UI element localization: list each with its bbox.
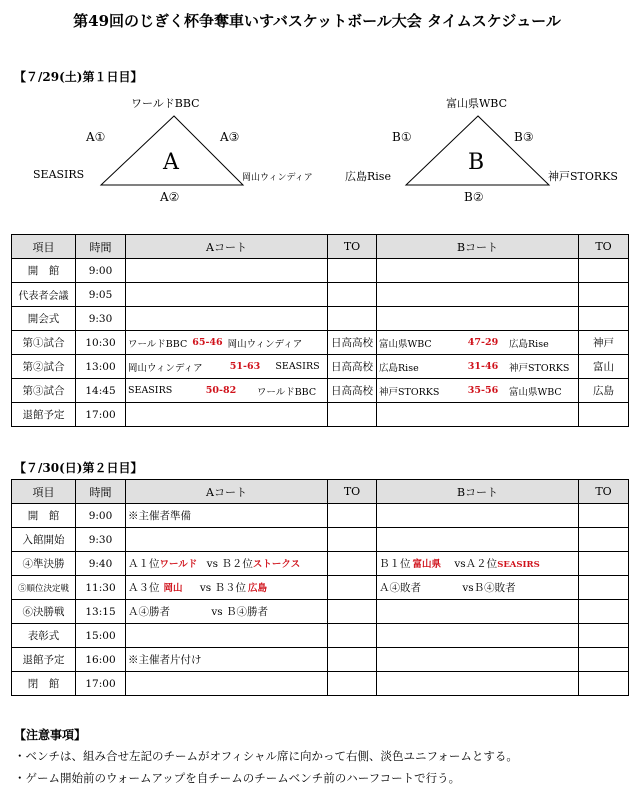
header-court-a: Aコート bbox=[126, 480, 328, 504]
result-1: 富山県 bbox=[412, 559, 442, 570]
row-time: 15:00 bbox=[76, 624, 126, 648]
row-item: 退館予定 bbox=[12, 403, 76, 427]
court-a-match bbox=[126, 576, 328, 600]
court-a-to: 日高高校 bbox=[328, 355, 377, 379]
team-1: 神戸STORKS bbox=[379, 386, 440, 398]
row-item: 退館予定 bbox=[12, 648, 76, 672]
note-item: ・ベンチは、組み合せ左記のチームがオフィシャル席に向かって右側、淡色ユニフォームとする。 bbox=[14, 749, 518, 763]
pairing-1: Ａ１位 bbox=[128, 558, 160, 570]
score: 65-46 bbox=[192, 337, 223, 348]
result-1: ワールド bbox=[159, 559, 198, 570]
court-b-match bbox=[377, 552, 579, 576]
group-a-letter: A bbox=[163, 150, 179, 175]
row-time: 9:00 bbox=[76, 259, 126, 283]
table-row bbox=[12, 283, 629, 307]
group-a-edge-2: A② bbox=[160, 190, 180, 204]
score: 47-29 bbox=[467, 337, 499, 348]
group-a-edge-3: A③ bbox=[220, 130, 240, 144]
score: 51-63 bbox=[229, 361, 261, 372]
pairing-2: vsＢ④敗者 bbox=[462, 582, 516, 594]
header-court-a: Aコート bbox=[126, 235, 328, 259]
table-row bbox=[12, 403, 629, 427]
header-to-a: TO bbox=[328, 235, 377, 259]
row-item: 入館開始 bbox=[12, 528, 76, 552]
row-time: 9:40 bbox=[76, 552, 126, 576]
score: 50-82 bbox=[205, 385, 237, 396]
group-b-edge-2: B② bbox=[464, 190, 484, 204]
row-time: 13:00 bbox=[76, 355, 126, 379]
table-row bbox=[12, 259, 629, 283]
row-item: 開 館 bbox=[12, 259, 76, 283]
court-a-note: ※主催者片付け bbox=[126, 648, 328, 672]
row-item: 第①試合 bbox=[12, 331, 76, 355]
row-time: 9:00 bbox=[76, 504, 126, 528]
court-b-match bbox=[377, 576, 579, 600]
group-b-right-team: 神戸STORKS bbox=[548, 170, 618, 183]
header-to-b: TO bbox=[579, 235, 629, 259]
row-item: 代表者会議 bbox=[12, 283, 76, 307]
court-a-note: ※主催者準備 bbox=[126, 504, 328, 528]
pairing-1: Ａ④敗者 bbox=[379, 582, 421, 594]
row-item: 表彰式 bbox=[12, 624, 76, 648]
team-2: 岡山ウィンディア bbox=[227, 338, 303, 350]
pairing-1: Ａ３位 bbox=[128, 582, 160, 594]
day2-heading: 【７/30(日)第２日目】 bbox=[14, 461, 143, 475]
header-court-b: Bコート bbox=[377, 235, 579, 259]
table-header-row bbox=[12, 235, 629, 259]
table-row bbox=[12, 600, 629, 624]
court-b-match bbox=[377, 355, 579, 379]
row-time: 9:30 bbox=[76, 307, 126, 331]
pairing-1: Ｂ１位 bbox=[379, 558, 411, 570]
group-a-top-team: ワールドBBC bbox=[131, 97, 200, 110]
pairing-1: Ａ④勝者 bbox=[128, 606, 170, 618]
row-time: 11:30 bbox=[76, 576, 126, 600]
page-title: 第49回のじぎく杯争奪車いすバスケットボール大会 タイムスケジュール bbox=[73, 12, 561, 30]
team-1: SEASIRS bbox=[128, 385, 173, 396]
row-item: 開 館 bbox=[12, 504, 76, 528]
group-a-edge-1: A① bbox=[86, 130, 106, 144]
court-a-to: 日高高校 bbox=[328, 331, 377, 355]
team-1: 岡山ウィンディア bbox=[128, 362, 203, 374]
group-b-left-team: 広島Rise bbox=[345, 170, 391, 183]
court-a-match bbox=[126, 552, 328, 576]
pairing-2: vs Ｂ３位 bbox=[199, 582, 247, 594]
header-to-a: TO bbox=[328, 480, 377, 504]
table-row bbox=[12, 379, 629, 403]
group-a-left-team: SEASIRS bbox=[33, 168, 85, 181]
group-b-letter: B bbox=[468, 150, 485, 175]
pairing-2: vsＡ２位 bbox=[454, 558, 498, 570]
row-item: ⑥決勝戦 bbox=[12, 600, 76, 624]
pairing-2: vs Ｂ④勝者 bbox=[211, 606, 269, 618]
table-row bbox=[12, 331, 629, 355]
row-item: 第③試合 bbox=[12, 379, 76, 403]
row-time: 16:00 bbox=[76, 648, 126, 672]
row-time: 9:30 bbox=[76, 528, 126, 552]
group-b-top-team: 富山県WBC bbox=[446, 97, 508, 110]
row-time: 9:05 bbox=[76, 283, 126, 307]
row-item: 開会式 bbox=[12, 307, 76, 331]
pairing-2: vs Ｂ２位 bbox=[206, 558, 253, 570]
header-time: 時間 bbox=[76, 235, 126, 259]
court-b-to: 神戸 bbox=[579, 331, 629, 355]
court-b-to: 広島 bbox=[579, 379, 629, 403]
court-b-match bbox=[377, 379, 579, 403]
team-1: 広島Rise bbox=[379, 362, 419, 374]
court-a-match bbox=[126, 331, 328, 355]
court-a-match bbox=[126, 600, 328, 624]
row-time: 17:00 bbox=[76, 672, 126, 696]
header-court-b: Bコート bbox=[377, 480, 579, 504]
court-a-to: 日高高校 bbox=[328, 379, 377, 403]
note-item: ・ゲーム開始前のウォームアップを自チームのチームベンチ前のハーフコートで行う。 bbox=[14, 771, 461, 785]
table-header-row bbox=[12, 480, 629, 504]
row-time: 14:45 bbox=[76, 379, 126, 403]
row-item: ⑤順位決定戦 bbox=[12, 576, 76, 600]
team-2: 富山県WBC bbox=[509, 386, 562, 398]
team-2: 神戸STORKS bbox=[509, 362, 570, 374]
result-2: SEASIRS bbox=[497, 560, 540, 570]
group-b-edge-1: B① bbox=[392, 130, 412, 144]
result-1: 岡山 bbox=[163, 583, 183, 594]
court-b-match bbox=[377, 331, 579, 355]
table-row bbox=[12, 648, 629, 672]
row-time: 10:30 bbox=[76, 331, 126, 355]
day2-schedule-table bbox=[11, 479, 629, 696]
group-a-right-team: 岡山ウィンディア bbox=[242, 173, 313, 183]
court-a-match bbox=[126, 355, 328, 379]
day1-schedule-table bbox=[11, 234, 629, 427]
score: 35-56 bbox=[467, 385, 499, 396]
court-a-match bbox=[126, 379, 328, 403]
result-2: 広島 bbox=[248, 583, 268, 594]
table-row bbox=[12, 576, 629, 600]
table-row bbox=[12, 307, 629, 331]
row-item: ④準決勝 bbox=[12, 552, 76, 576]
notes-heading: 【注意事項】 bbox=[14, 728, 87, 742]
team-2: 広島Rise bbox=[509, 338, 549, 350]
row-time: 17:00 bbox=[76, 403, 126, 427]
court-b-to: 富山 bbox=[579, 355, 629, 379]
header-item: 項目 bbox=[12, 480, 76, 504]
group-b-edge-3: B③ bbox=[514, 130, 534, 144]
row-time: 13:15 bbox=[76, 600, 126, 624]
team-2: ワールドBBC bbox=[256, 386, 317, 398]
table-row bbox=[12, 672, 629, 696]
header-time: 時間 bbox=[76, 480, 126, 504]
header-item: 項目 bbox=[12, 235, 76, 259]
day1-heading: 【７/29(土)第１日目】 bbox=[14, 70, 143, 84]
header-to-b: TO bbox=[579, 480, 629, 504]
row-item: 閉 館 bbox=[12, 672, 76, 696]
table-row bbox=[12, 624, 629, 648]
score: 31-46 bbox=[467, 361, 499, 372]
team-1: ワールドBBC bbox=[128, 338, 188, 350]
team-1: 富山県WBC bbox=[379, 338, 432, 350]
result-2: ストークス bbox=[252, 559, 301, 570]
team-2: SEASIRS bbox=[275, 361, 320, 372]
table-row bbox=[12, 355, 629, 379]
table-row bbox=[12, 528, 629, 552]
row-item: 第②試合 bbox=[12, 355, 76, 379]
table-row bbox=[12, 504, 629, 528]
table-row bbox=[12, 552, 629, 576]
